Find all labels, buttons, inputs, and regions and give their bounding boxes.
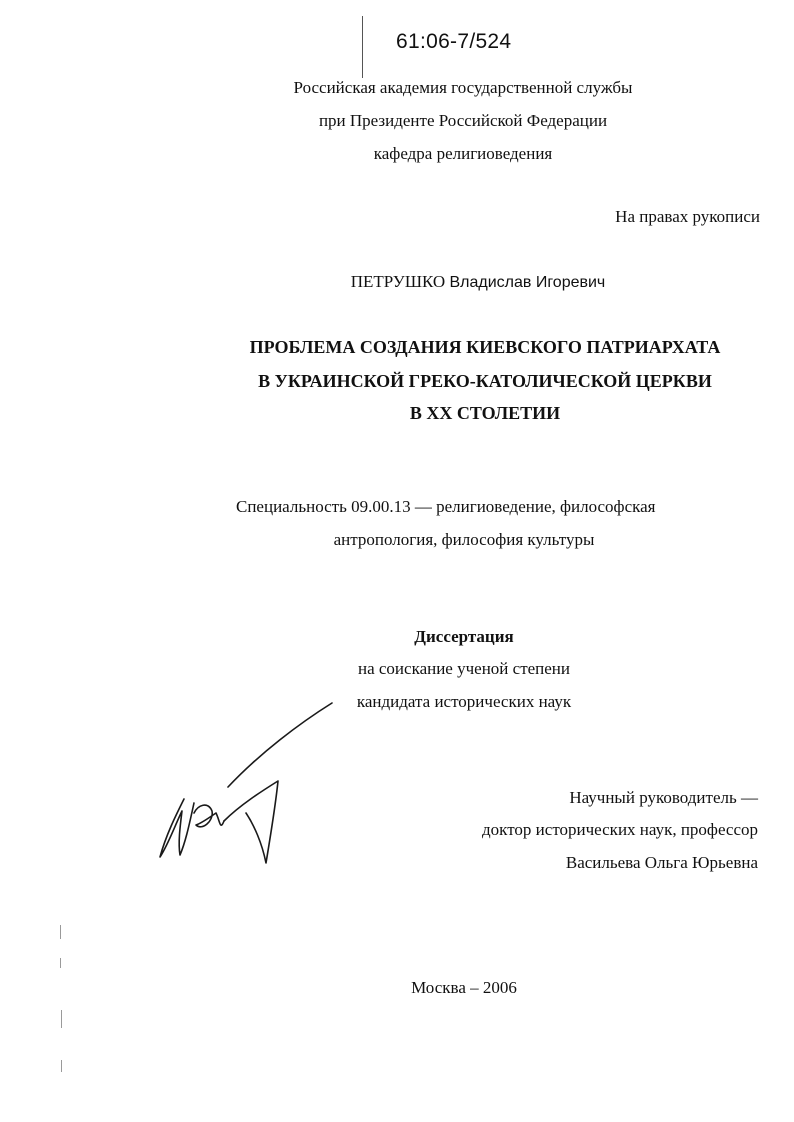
degree-line1: на соискание ученой степени	[357, 659, 571, 678]
institution-name-line1: Российская академия государственной службы	[293, 78, 633, 97]
thesis-title-line2: В УКРАИНСКОЙ ГРЕКО-КАТОЛИЧЕСКОЙ ЦЕРКВИ	[258, 371, 712, 391]
thesis-title-line1: ПРОБЛЕМА СОЗДАНИЯ КИЕВСКОГО ПАТРИАРХАТА	[249, 337, 721, 357]
signature-image	[150, 695, 350, 875]
department-name: кафедра религиоведения	[373, 144, 553, 163]
archive-code: 61:06-7/524	[396, 30, 512, 53]
specialty-line2: антропология, философия культуры	[333, 530, 595, 549]
specialty-line1: Специальность 09.00.13 — религиоведение, философская	[236, 497, 656, 516]
supervisor-degree: доктор исторических наук, профессор	[482, 820, 758, 839]
author-name	[0, 272, 794, 293]
author-surname: ПЕТРУШКО	[350, 272, 446, 291]
stamp-divider-line	[362, 16, 363, 78]
city-and-year: Москва – 2006	[411, 978, 517, 997]
signature-stroke-long	[228, 703, 332, 787]
dissertation-heading: Диссертация	[414, 627, 514, 646]
supervisor-role: Научный руководитель —	[569, 788, 758, 807]
scan-margin-mark	[60, 958, 61, 968]
degree-line2: кандидата исторических наук	[356, 692, 572, 711]
scan-margin-mark	[61, 1010, 62, 1028]
institution-name-line2: при Президенте Российской Федерации	[318, 111, 608, 130]
scan-margin-mark	[61, 1060, 62, 1072]
scan-margin-mark	[60, 925, 61, 939]
author-given-names: Владислав Игоревич	[449, 274, 606, 291]
thesis-title-line3: В XX СТОЛЕТИИ	[409, 403, 561, 423]
manuscript-rights-note: На правах рукописи	[615, 207, 760, 226]
supervisor-name: Васильева Ольга Юрьевна	[565, 853, 758, 872]
